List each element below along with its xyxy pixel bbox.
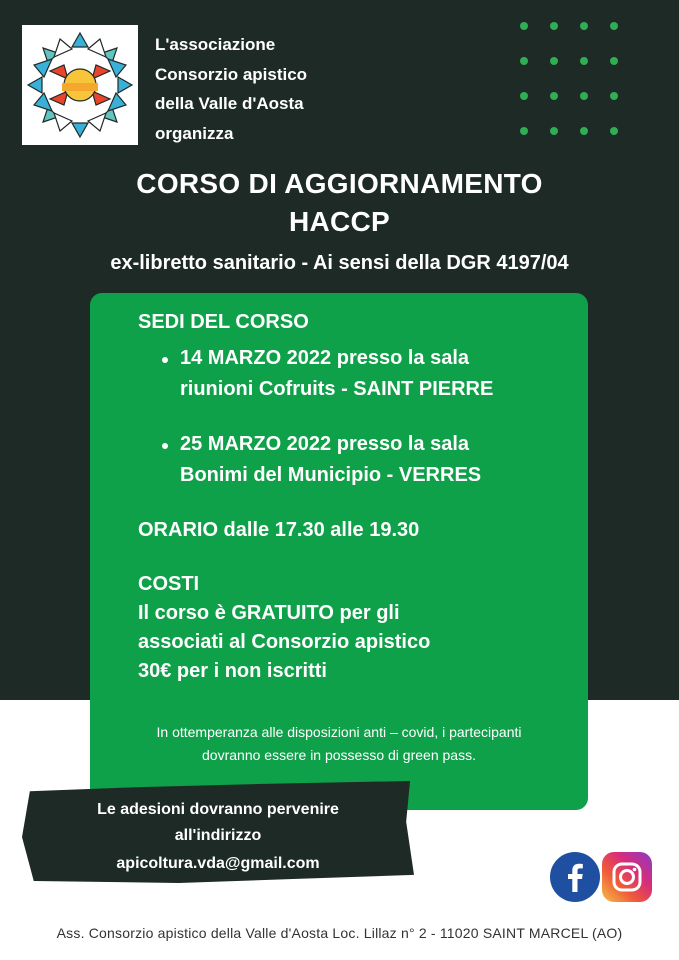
costs-line: Il corso è GRATUITO per gli <box>138 602 400 624</box>
course-title-haccp: HACCP <box>288 206 391 237</box>
decor-dot <box>550 92 558 100</box>
registration-line: all'indirizzo <box>174 827 262 844</box>
logo-emblem-icon <box>22 25 138 145</box>
decor-dot <box>520 92 528 100</box>
decor-dot <box>520 57 528 65</box>
covid-note-line: In ottemperanza alle disposizioni anti – covid, i partecipanti <box>156 724 522 740</box>
costs-heading: COSTI <box>138 573 200 595</box>
course-details-card <box>90 293 588 810</box>
decor-dot <box>580 57 588 65</box>
venue-line: 25 MARZO 2022 presso la sala <box>180 433 470 455</box>
decor-dot <box>550 57 558 65</box>
instagram-icon[interactable] <box>602 852 652 902</box>
association-logo <box>22 25 138 145</box>
registration-line: Le adesioni dovranno pervenire <box>97 801 339 818</box>
schedule-text: ORARIO dalle 17.30 alle 19.30 <box>138 519 420 541</box>
decor-dot <box>580 127 588 135</box>
decor-dot <box>580 92 588 100</box>
decor-dot <box>610 127 618 135</box>
bullet-icon <box>162 443 168 449</box>
decor-dot <box>520 127 528 135</box>
decor-dot <box>550 127 558 135</box>
instagram-glyph-icon <box>602 852 652 902</box>
organizer-line: della Valle d'Aosta <box>155 94 304 113</box>
facebook-icon[interactable] <box>550 852 600 902</box>
organizer-text <box>155 30 415 148</box>
costs-line: associati al Consorzio apistico <box>138 631 431 653</box>
decor-dot <box>520 22 528 30</box>
decor-dot <box>580 22 588 30</box>
registration-email[interactable]: apicoltura.vda@gmail.com <box>116 855 320 872</box>
covid-note-line: dovranno essere in possesso di green pass. <box>202 747 476 763</box>
decor-dot <box>610 57 618 65</box>
footer-address: Ass. Consorzio apistico della Valle d'Aosta Loc. Lillaz n° 2 - 11020 SAINT MARCEL (AO) <box>56 925 623 941</box>
course-title: CORSO DI AGGIORNAMENTO <box>136 168 543 199</box>
venue-line: Bonimi del Municipio - VERRES <box>180 464 482 486</box>
decorative-dot-grid <box>520 22 620 137</box>
decor-dot <box>550 22 558 30</box>
organizer-line: organizza <box>155 123 234 143</box>
organizer-line: Consorzio apistico <box>155 64 308 84</box>
facebook-glyph-icon <box>550 852 600 902</box>
venues-heading: SEDI DEL CORSO <box>138 311 309 333</box>
decor-dot <box>610 22 618 30</box>
costs-line: 30€ per i non iscritti <box>138 660 327 682</box>
course-subtitle: ex-libretto sanitario - Ai sensi della DGR 4197/04 <box>110 252 569 274</box>
venue-line: riunioni Cofruits - SAINT PIERRE <box>180 378 494 400</box>
venue-line: 14 MARZO 2022 presso la sala <box>180 347 470 369</box>
decor-dot <box>610 92 618 100</box>
organizer-line: L'associazione <box>155 35 276 54</box>
bullet-icon <box>162 357 168 363</box>
